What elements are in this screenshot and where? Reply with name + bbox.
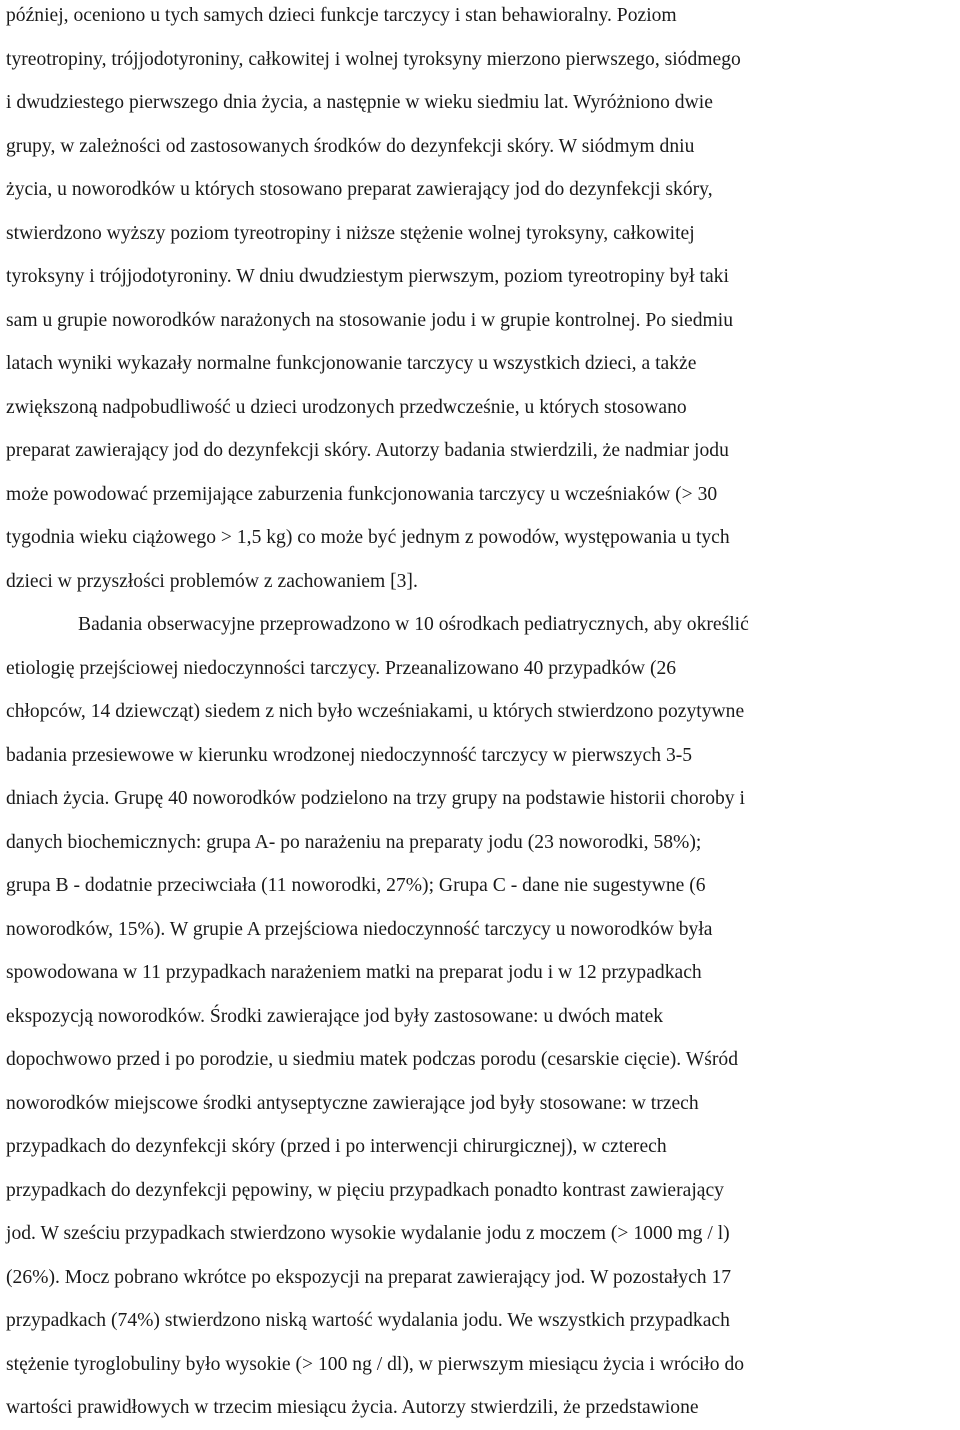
- text-line: jod. W sześciu przypadkach stwierdzono wysokie wydalanie jodu z moczem (> 1000 mg / l): [6, 1223, 730, 1244]
- text-line: tygodnia wieku ciążowego > 1,5 kg) co może być jednym z powodów, występowania u tych: [6, 527, 730, 548]
- text-line: życia, u noworodków u których stosowano preparat zawierający jod do dezynfekcji skóry,: [6, 179, 713, 200]
- text-line: Badania obserwacyjne przeprowadzono w 10 ośrodkach pediatrycznych, aby określić: [78, 614, 749, 635]
- text-line: grupy, w zależności od zastosowanych środków do dezynfekcji skóry. W siódmym dniu: [6, 135, 695, 157]
- text-line: dzieci w przyszłości problemów z zachowaniem [3].: [6, 570, 418, 592]
- text-line: tyreotropiny, trójjodotyroniny, całkowitej i wolnej tyroksyny mierzono pierwszego, siódmego: [6, 48, 741, 70]
- text-line: latach wyniki wykazały normalne funkcjonowanie tarczycy u wszystkich dzieci, a także: [6, 353, 697, 374]
- text-line: preparat zawierający jod do dezynfekcji skóry. Autorzy badania stwierdzili, że nadmiar jodu: [6, 440, 729, 461]
- text-line: przypadkach do dezynfekcji pępowiny, w pięciu przypadkach ponadto kontrast zawierający: [6, 1179, 724, 1201]
- text-line: wartości prawidłowych w trzecim miesiącu życia. Autorzy stwierdzili, że przedstawione: [6, 1397, 699, 1418]
- paragraph-2: [6, 603, 958, 1430]
- text-line: badania przesiewowe w kierunku wrodzonej niedoczynność tarczycy w pierwszych 3-5: [6, 744, 693, 766]
- text-line: ekspozycją noworodków. Środki zawierające jod były zastosowane: u dwóch matek: [6, 1005, 664, 1027]
- text-line: (26%). Mocz pobrano wkrótce po ekspozycji na preparat zawierający jod. W pozostałych 17: [6, 1266, 732, 1288]
- text-line: etiologię przejściowej niedoczynności tarczycy. Przeanalizowano 40 przypadków (26: [6, 657, 677, 679]
- text-line: później, oceniono u tych samych dzieci funkcje tarczycy i stan behawioralny. Poziom: [6, 5, 677, 26]
- text-line: tyroksyny i trójjodotyroniny. W dniu dwudziestym pierwszym, poziom tyreotropiny był taki: [6, 266, 729, 287]
- text-line: danych biochemicznych: grupa A- po narażeniu na preparaty jodu (23 noworodki, 58%);: [6, 831, 702, 853]
- text-line: dopochwowo przed i po porodzie, u siedmiu matek podczas porodu (cesarskie cięcie). Wśród: [6, 1049, 738, 1070]
- text-line: noworodków, 15%). W grupie A przejściowa niedoczynność tarczycy u noworodków była: [6, 918, 713, 940]
- text-line: spowodowana w 11 przypadkach narażeniem matki na preparat jodu i w 12 przypadkach: [6, 962, 702, 983]
- text-line: i dwudziestego pierwszego dnia życia, a następnie w wieku siedmiu lat. Wyróżniono dwie: [6, 92, 713, 113]
- text-line: przypadkach (74%) stwierdzono niską wartość wydalania jodu. We wszystkich przypadkach: [6, 1310, 730, 1331]
- text-line: może powodować przemijające zaburzenia funkcjonowania tarczycy u wcześniaków (> 30: [6, 483, 718, 505]
- paragraph-1: [6, 0, 958, 603]
- text-line: zwiększoną nadpobudliwość u dzieci urodzonych przedwcześnie, u których stosowano: [6, 396, 687, 418]
- text-line: noworodków miejscowe środki antyseptyczne zawierające jod były stosowane: w trzech: [6, 1092, 699, 1114]
- text-line: grupa B - dodatnie przeciwciała (11 noworodki, 27%); Grupa C - dane nie sugestywne (6: [6, 875, 706, 896]
- text-line: przypadkach do dezynfekcji skóry (przed i po interwencji chirurgicznej), w czterech: [6, 1136, 667, 1157]
- text-line: sam u grupie noworodków narażonych na stosowanie jodu i w grupie kontrolnej. Po siedmiu: [6, 309, 734, 331]
- text-line: dniach życia. Grupę 40 noworodków podzielono na trzy grupy na podstawie historii choroby i: [6, 788, 745, 809]
- document-page: [6, 0, 958, 1430]
- text-line: stwierdzono wyższy poziom tyreotropiny i niższe stężenie wolnej tyroksyny, całkowitej: [6, 222, 695, 244]
- text-line: chłopców, 14 dziewcząt) siedem z nich było wcześniakami, u których stwierdzono pozytywne: [6, 701, 745, 722]
- text-line: stężenie tyroglobuliny było wysokie (> 100 ng / dl), w pierwszym miesiącu życia i wróciło do: [6, 1353, 745, 1375]
